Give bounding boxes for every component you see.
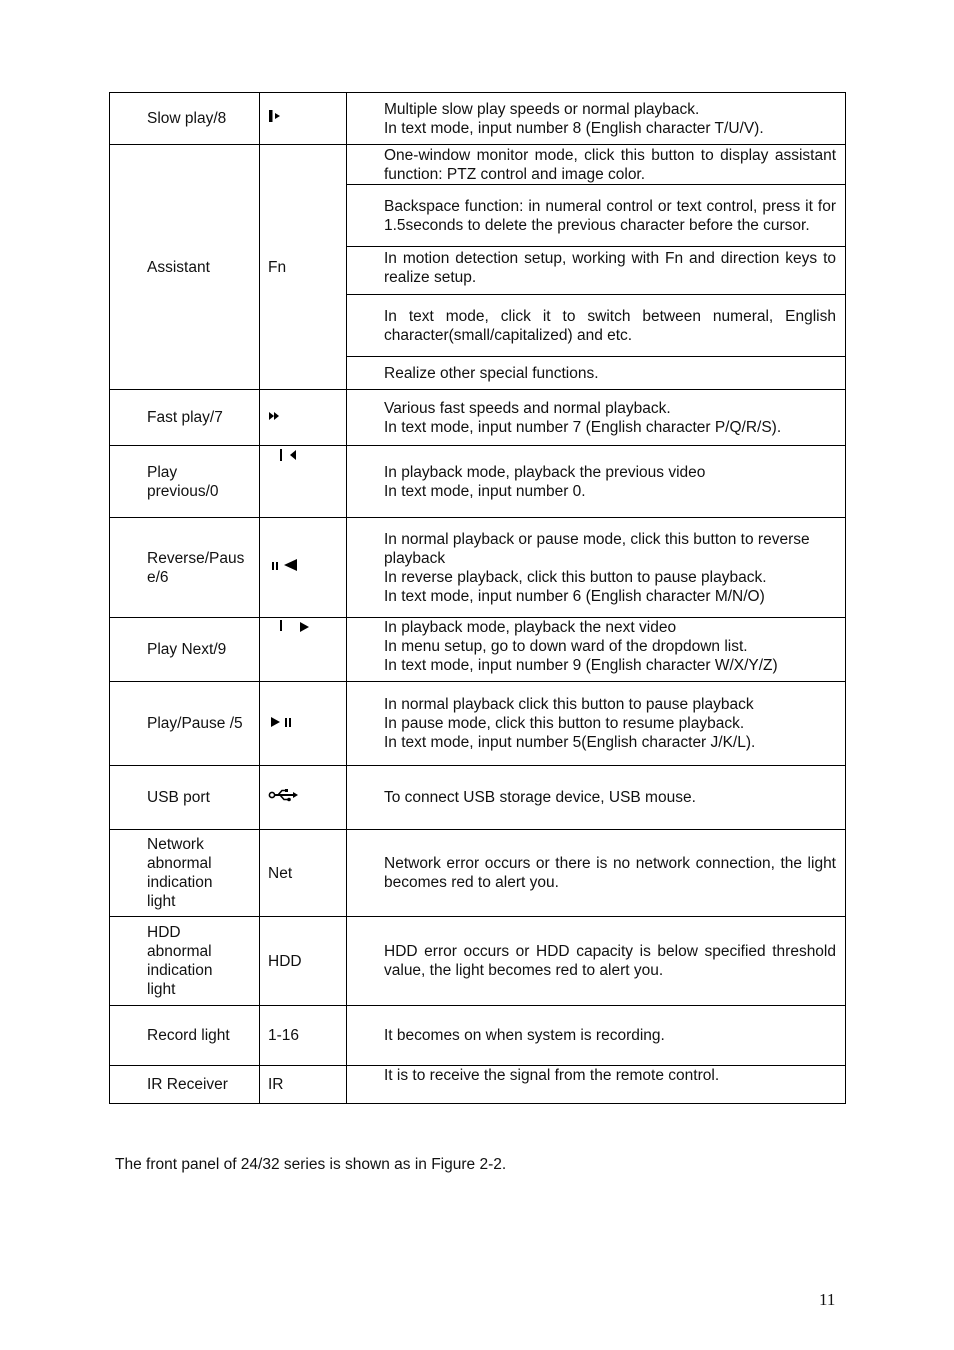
table-row xyxy=(110,1066,846,1104)
fast-play-icon xyxy=(268,410,282,422)
row-description: One-window monitor mode, click this button to display assistant function: PTZ control and image color. xyxy=(347,145,846,185)
row-description: Network error occurs or there is no network connection, the light becomes red to alert you. xyxy=(347,830,846,917)
row-key xyxy=(260,446,347,518)
row-key xyxy=(260,390,347,446)
row-description: In normal playback or pause mode, click this button to reverse playback In reverse playback, click this button to pause playback. In text mode, input number 6 (English character M/N/O) xyxy=(347,518,846,618)
row-key: Net xyxy=(260,830,347,917)
table-row xyxy=(110,446,846,518)
table-row xyxy=(110,766,846,830)
row-name: Reverse/Pause/6 xyxy=(110,518,260,618)
row-description: Realize other special functions. xyxy=(347,357,846,390)
row-description: Various fast speeds and normal playback. In text mode, input number 7 (English character P/Q/R/S). xyxy=(347,390,846,446)
row-key xyxy=(260,93,347,145)
row-name: Record light xyxy=(110,1006,260,1066)
table-row xyxy=(110,390,846,446)
row-key: HDD xyxy=(260,917,347,1006)
row-key xyxy=(260,518,347,618)
table-row xyxy=(110,518,846,618)
body-paragraph: The front panel of 24/32 series is shown as in Figure 2-2. xyxy=(115,1156,507,1173)
row-name: USB port xyxy=(110,766,260,830)
play-next-icon xyxy=(268,619,314,633)
table-row xyxy=(110,145,846,185)
row-description: Multiple slow play speeds or normal playback. In text mode, input number 8 (English character T/U/V). xyxy=(347,93,846,145)
row-description: In playback mode, playback the next video In menu setup, go to down ward of the dropdown list. In text mode, input number 9 (English character W/X/Y/Z) xyxy=(347,618,846,682)
play-previous-icon xyxy=(268,448,298,462)
row-description: Backspace function: in numeral control or text control, press it for 1.5seconds to delete the previous character before the cursor. xyxy=(347,185,846,247)
row-name: HDD abnormal indication light xyxy=(110,917,260,1006)
row-description: It becomes on when system is recording. xyxy=(347,1006,846,1066)
row-key: 1-16 xyxy=(260,1006,347,1066)
row-name: Play/Pause /5 xyxy=(110,682,260,766)
row-description: HDD error occurs or HDD capacity is below specified threshold value, the light becomes red to alert you. xyxy=(347,917,846,1006)
row-name: Play Next/9 xyxy=(110,618,260,682)
row-name: Assistant xyxy=(110,145,260,390)
play-pause-icon xyxy=(268,716,294,728)
table-row xyxy=(110,618,846,682)
row-name: Network abnormal indication light xyxy=(110,830,260,917)
row-key: Fn xyxy=(260,145,347,390)
row-description: In motion detection setup, working with Fn and direction keys to realize setup. xyxy=(347,247,846,295)
row-key xyxy=(260,682,347,766)
table-row xyxy=(110,830,846,917)
row-name: IR Receiver xyxy=(110,1066,260,1104)
row-description: It is to receive the signal from the remote control. xyxy=(347,1066,846,1104)
row-description: To connect USB storage device, USB mouse. xyxy=(347,766,846,830)
page-number: 11 xyxy=(819,1290,836,1309)
row-key: IR xyxy=(260,1066,347,1104)
table-row xyxy=(110,93,846,145)
table-row xyxy=(110,1006,846,1066)
row-name: Play previous/0 xyxy=(110,446,260,518)
table-row xyxy=(110,682,846,766)
row-key xyxy=(260,618,347,682)
row-description: In text mode, click it to switch between numeral, English character(small/capitalized) and etc. xyxy=(347,295,846,357)
row-name: Slow play/8 xyxy=(110,93,260,145)
table-row xyxy=(110,917,846,1006)
row-description: In playback mode, playback the previous video In text mode, input number 0. xyxy=(347,446,846,518)
usb-icon xyxy=(268,788,298,802)
row-key xyxy=(260,766,347,830)
slow-play-icon xyxy=(268,109,284,123)
row-name: Fast play/7 xyxy=(110,390,260,446)
row-description: In normal playback click this button to pause playback In pause mode, click this button to resume playback. In text mode, input number 5(English character J/K/L). xyxy=(347,682,846,766)
reverse-pause-icon xyxy=(268,558,298,572)
front-panel-table xyxy=(109,92,846,1104)
